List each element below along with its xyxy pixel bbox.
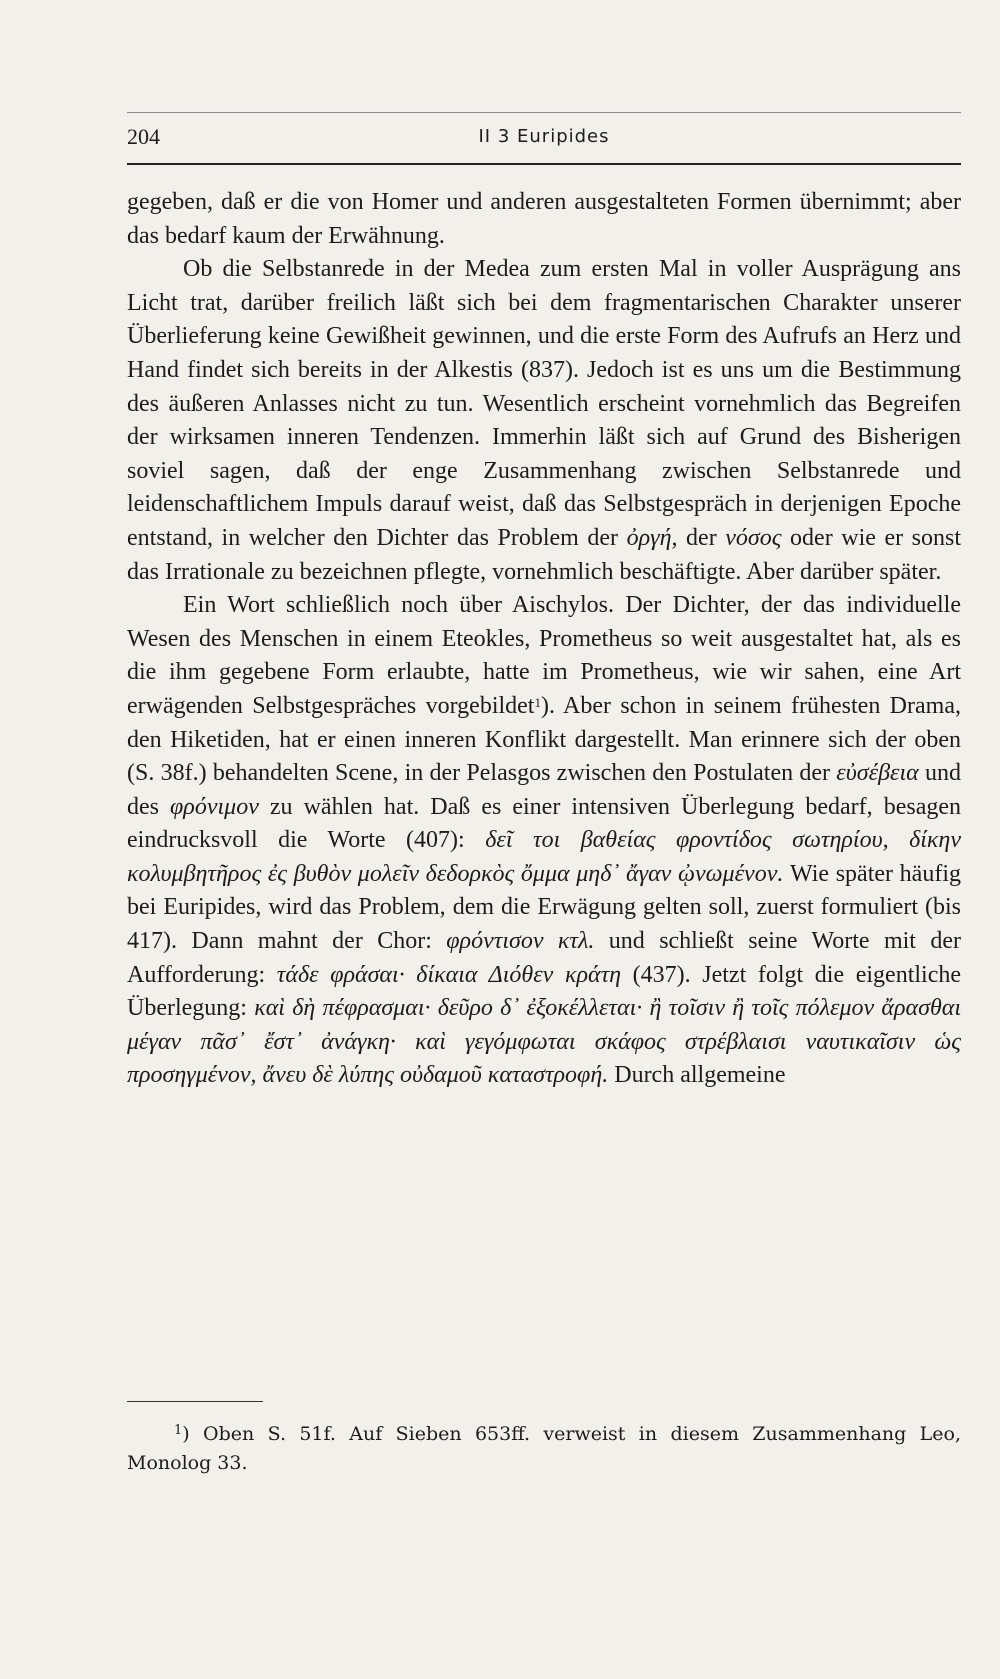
page-header [127, 124, 961, 164]
footnote-text: ) Oben S. 51f. Auf Sieben 653ff. verweist in diesem Zusammenhang Leo, Monolog 33. [127, 1423, 961, 1474]
greek-quote: δεῖ τοι βαθείας φροντίδος σωτηρίου, δίκην κολυμβητῆρος ἐς βυθὸν μολεῖν δεδορκὸς ὄμμα μηδ᾽ ἄγαν ᾠνωμένον. [127, 827, 961, 887]
paragraph-3: Ein Wort schließlich noch über Aischylos. Der Dichter, der das individuelle Wesen des Menschen in einem Eteokles, Prometheus so weit ausgestaltet hat, als es die ihm gegebene Form erlaubte, hatte im Prometheus, wie wir sahen, eine Art erwägenden Selbstgespräches vorgebildet$^1$). Aber schon in seinem frühesten Drama, den Hiketiden, hat er einen inneren Konflikt dargestellt. Man erinnere sich der oben (S. 38f.) behandelten Scene, in der Pelasgos zwischen den Postulaten der εὐσέβεια und des φρόνιμον zu wählen hat. Daß es einer intensiven Überlegung bedarf, besagen eindrucksvoll die Worte (407): δεῖ τοι βαθείας φροντίδος σωτηρίου, δίκην κολυμβητῆρος ἐς βυθὸν μολεῖν δεδορκὸς ὄμμα μηδ᾽ ἄγαν ᾠνωμένον. Wie später häufig bei Euripides, wird das Problem, dem die Erwägung gelten soll, zuerst formuliert (bis 417). Dann mahnt der Chor: φρόντισον κτλ. und schließt seine Worte mit der Aufforderung: τάδε φράσαι· δίκαια Διόθεν κράτη (437). Jetzt folgt die eigentliche Überlegung: καὶ δὴ πέφρασμαι· δεῦρο δ᾽ ἐξοκέλλεται· ἢ τοῖσιν ἢ τοῖς πόλεμον ἄρασθαι μέγαν πᾶσ᾽ ἔστ᾽ ἀνάγκη· καὶ γεγόμφωται σκάφος στρέβλαισι ναυτικαῖσιν ὡς προσηγμένον, ἄνευ δὲ λύπης οὐδαμοῦ καταστροφή. Durch allgemeine [127, 592, 962, 1089]
paragraph-1: gegeben, daß er die von Homer und anderen ausgestalteten Formen übernimmt; aber das bedarf kaum der Erwähnung. [127, 189, 961, 249]
footnote-reference: 1 [534, 694, 541, 710]
greek-quote: φρόντισον κτλ. [446, 928, 595, 955]
footnote [127, 1420, 961, 1478]
greek-quote: τάδε φράσαι· δίκαια Διόθεν κράτη [276, 961, 622, 988]
paragraph-2: Ob die Selbstanrede in der Medea zum ersten Mal in voller Ausprägung ans Licht trat, darüber freilich läßt sich bei dem fragmentarischen Charakter unserer Überlieferung keine Gewißheit gewinnen, und die erste Form des Aufrufs an Herz und Hand findet sich bereits in der Alkestis (837). Jedoch ist es uns um die Bestimmung des äußeren Anlasses nicht zu tun. Wesentlich erscheint vornehmlich das Begreifen der wirksamen inneren Tendenzen. Immerhin läßt sich auf Grund des Bisherigen soviel sagen, daß der enge Zusammenhang zwischen Selbstanrede und leidenschaftlichem Impuls darauf weist, daß das Selbstgespräch in derjenigen Epoche entstand, in welcher den Dichter das Problem der ὀργή, der νόσος oder wie er sonst das Irrationale zu bezeichnen pflegte, vornehmlich beschäftigte. Aber darüber später. [127, 256, 961, 585]
greek-quote: καὶ δὴ πέφρασμαι· δεῦρο δ᾽ ἐξοκέλλεται· ἢ τοῖσιν ἢ τοῖς πόλεμον ἄρασθαι μέγαν πᾶσ᾽ ἔστ᾽ ἀνάγκη· καὶ γεγόμφωται σκάφος στρέβλαισι ναυτικαῖσιν ὡς προσηγμένον, ἄνευ δὲ λύπης οὐδαμοῦ καταστροφή. [127, 995, 961, 1089]
greek-term: νόσος [725, 524, 782, 551]
greek-term: ὀργή, [626, 524, 678, 551]
greek-term: εὐσέβεια [836, 760, 919, 787]
header-rule [127, 163, 961, 165]
footnote-rule [127, 1401, 263, 1402]
running-title: II 3 Euripides [478, 126, 610, 147]
page-number: 204 [127, 124, 160, 149]
footnote-marker: 1 [174, 1423, 183, 1438]
top-rule [127, 112, 961, 113]
body-text [127, 186, 961, 1093]
greek-term: φρόνιμον [170, 793, 259, 820]
